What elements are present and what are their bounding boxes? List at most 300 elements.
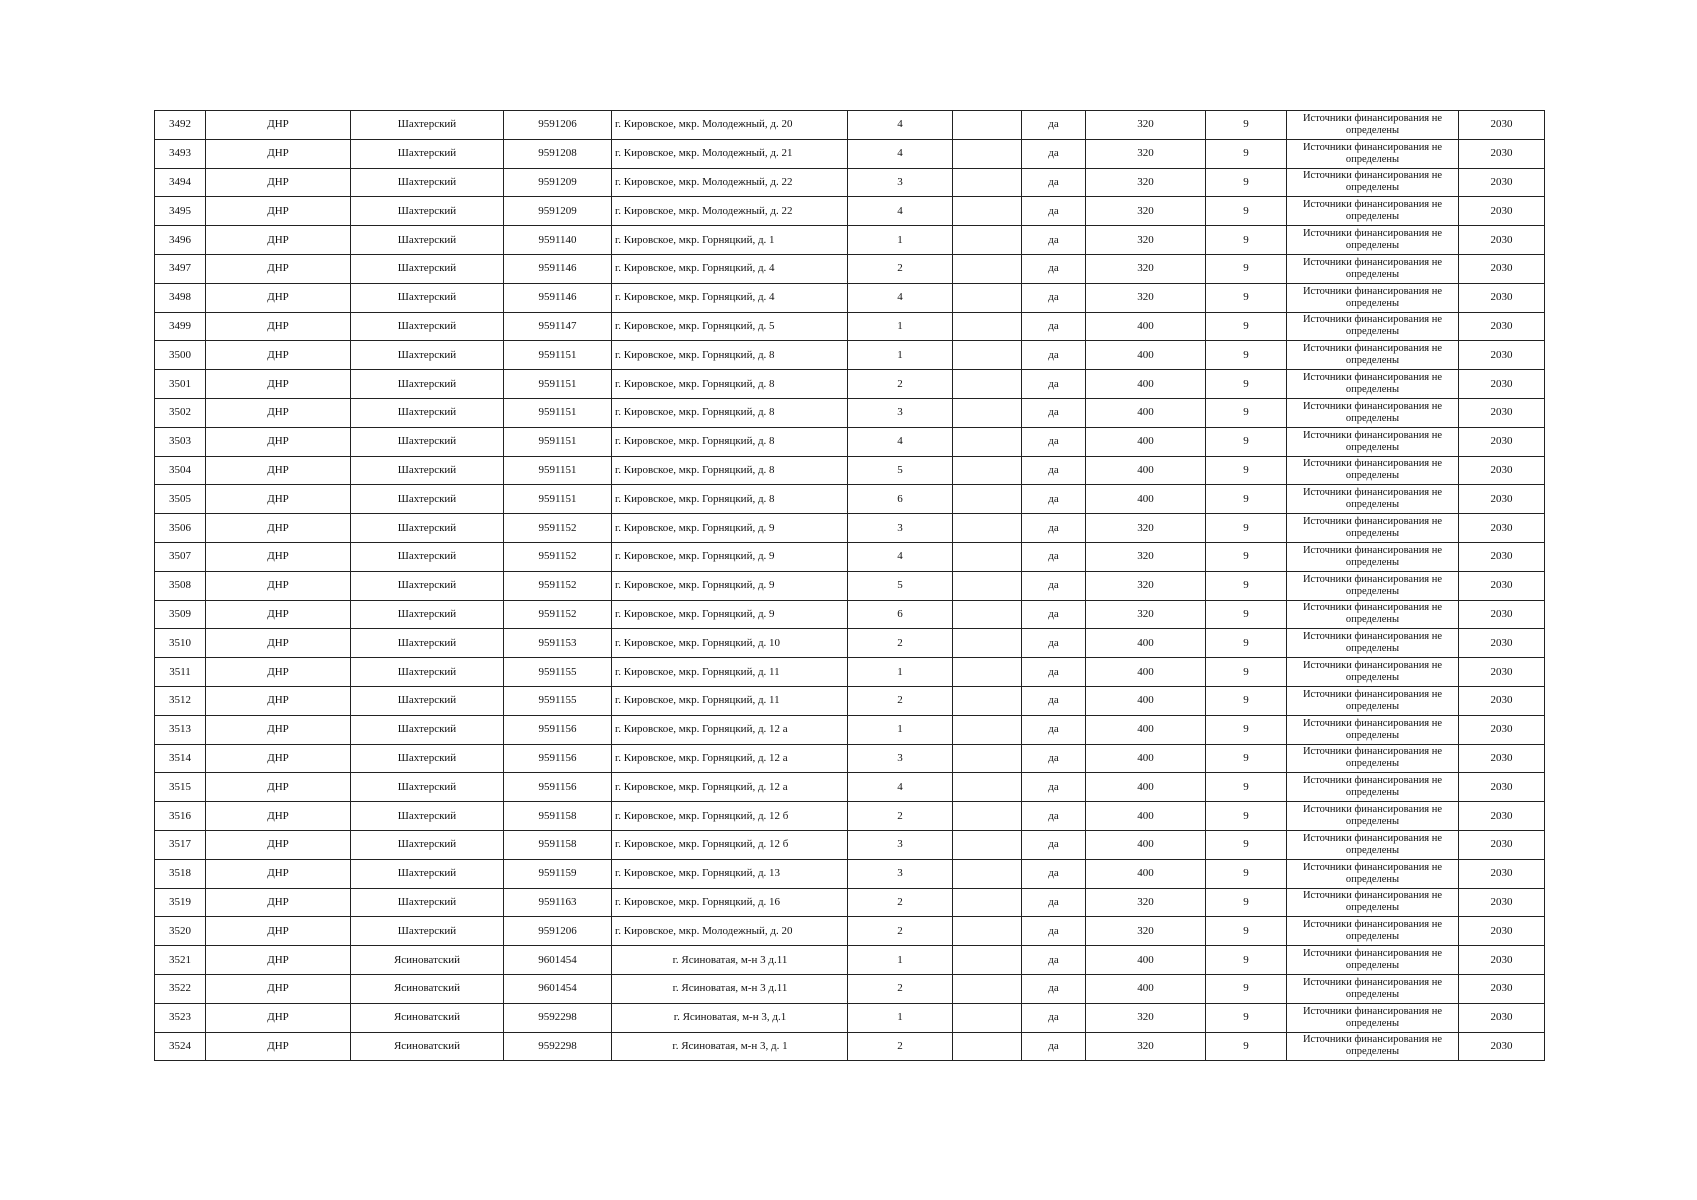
- address-cell: г. Кировское, мкр. Горняцкий, д. 5: [612, 312, 848, 341]
- district-cell: Шахтерский: [351, 283, 504, 312]
- entrance-cell: 3: [848, 859, 953, 888]
- funding-cell: Источники финансирования не определены: [1287, 197, 1459, 226]
- floors-cell: 9: [1206, 398, 1287, 427]
- district-cell: Шахтерский: [351, 111, 504, 140]
- floors-cell: 9: [1206, 111, 1287, 140]
- entrance-cell: 5: [848, 456, 953, 485]
- table-row: [155, 341, 1545, 370]
- flag-cell: да: [1022, 197, 1086, 226]
- volume-cell: 400: [1086, 974, 1206, 1003]
- building-code-cell: 9591152: [504, 542, 612, 571]
- address-cell: г. Кировское, мкр. Горняцкий, д. 16: [612, 888, 848, 917]
- floors-cell: 9: [1206, 168, 1287, 197]
- address-cell: г. Кировское, мкр. Горняцкий, д. 12 б: [612, 830, 848, 859]
- empty-cell: [953, 658, 1022, 687]
- address-cell: г. Кировское, мкр. Горняцкий, д. 8: [612, 370, 848, 399]
- flag-cell: да: [1022, 226, 1086, 255]
- row-number-cell: 3497: [155, 254, 206, 283]
- building-code-cell: 9591147: [504, 312, 612, 341]
- flag-cell: да: [1022, 254, 1086, 283]
- district-cell: Шахтерский: [351, 485, 504, 514]
- floors-cell: 9: [1206, 514, 1287, 543]
- flag-cell: да: [1022, 571, 1086, 600]
- funding-cell: Источники финансирования не определены: [1287, 111, 1459, 140]
- empty-cell: [953, 514, 1022, 543]
- funding-cell: Источники финансирования не определены: [1287, 744, 1459, 773]
- flag-cell: да: [1022, 456, 1086, 485]
- table-row: [155, 1032, 1545, 1061]
- district-cell: Шахтерский: [351, 139, 504, 168]
- flag-cell: да: [1022, 888, 1086, 917]
- address-cell: г. Кировское, мкр. Горняцкий, д. 12 а: [612, 773, 848, 802]
- building-code-cell: 9592298: [504, 1032, 612, 1061]
- volume-cell: 320: [1086, 254, 1206, 283]
- building-code-cell: 9591206: [504, 111, 612, 140]
- empty-cell: [953, 744, 1022, 773]
- floors-cell: 9: [1206, 571, 1287, 600]
- district-cell: Шахтерский: [351, 168, 504, 197]
- building-code-cell: 9591140: [504, 226, 612, 255]
- empty-cell: [953, 456, 1022, 485]
- table-row: [155, 398, 1545, 427]
- funding-cell: Источники финансирования не определены: [1287, 571, 1459, 600]
- floors-cell: 9: [1206, 254, 1287, 283]
- year-cell: 2030: [1459, 427, 1545, 456]
- flag-cell: да: [1022, 1003, 1086, 1032]
- table-row: [155, 542, 1545, 571]
- empty-cell: [953, 283, 1022, 312]
- volume-cell: 320: [1086, 888, 1206, 917]
- region-cell: ДНР: [206, 456, 351, 485]
- volume-cell: 400: [1086, 370, 1206, 399]
- flag-cell: да: [1022, 917, 1086, 946]
- row-number-cell: 3493: [155, 139, 206, 168]
- floors-cell: 9: [1206, 600, 1287, 629]
- address-cell: г. Кировское, мкр. Горняцкий, д. 8: [612, 398, 848, 427]
- flag-cell: да: [1022, 485, 1086, 514]
- district-cell: Шахтерский: [351, 600, 504, 629]
- flag-cell: да: [1022, 427, 1086, 456]
- building-code-cell: 9592298: [504, 1003, 612, 1032]
- row-number-cell: 3501: [155, 370, 206, 399]
- district-cell: Шахтерский: [351, 773, 504, 802]
- year-cell: 2030: [1459, 888, 1545, 917]
- year-cell: 2030: [1459, 859, 1545, 888]
- flag-cell: да: [1022, 629, 1086, 658]
- region-cell: ДНР: [206, 715, 351, 744]
- empty-cell: [953, 629, 1022, 658]
- region-cell: ДНР: [206, 802, 351, 831]
- building-code-cell: 9591153: [504, 629, 612, 658]
- entrance-cell: 2: [848, 1032, 953, 1061]
- table-row: [155, 312, 1545, 341]
- district-cell: Шахтерский: [351, 542, 504, 571]
- building-code-cell: 9591146: [504, 283, 612, 312]
- entrance-cell: 3: [848, 514, 953, 543]
- table-row: [155, 859, 1545, 888]
- floors-cell: 9: [1206, 1032, 1287, 1061]
- floors-cell: 9: [1206, 370, 1287, 399]
- floors-cell: 9: [1206, 974, 1287, 1003]
- row-number-cell: 3495: [155, 197, 206, 226]
- building-code-cell: 9591206: [504, 917, 612, 946]
- year-cell: 2030: [1459, 946, 1545, 975]
- district-cell: Шахтерский: [351, 398, 504, 427]
- floors-cell: 9: [1206, 715, 1287, 744]
- entrance-cell: 2: [848, 974, 953, 1003]
- table-row: [155, 139, 1545, 168]
- floors-cell: 9: [1206, 686, 1287, 715]
- floors-cell: 9: [1206, 341, 1287, 370]
- building-code-cell: 9591146: [504, 254, 612, 283]
- empty-cell: [953, 830, 1022, 859]
- region-cell: ДНР: [206, 111, 351, 140]
- volume-cell: 400: [1086, 715, 1206, 744]
- region-cell: ДНР: [206, 283, 351, 312]
- building-code-cell: 9591156: [504, 715, 612, 744]
- floors-cell: 9: [1206, 658, 1287, 687]
- region-cell: ДНР: [206, 514, 351, 543]
- flag-cell: да: [1022, 370, 1086, 399]
- building-code-cell: 9591156: [504, 773, 612, 802]
- year-cell: 2030: [1459, 1003, 1545, 1032]
- building-code-cell: 9591152: [504, 514, 612, 543]
- flag-cell: да: [1022, 686, 1086, 715]
- entrance-cell: 6: [848, 600, 953, 629]
- entrance-cell: 4: [848, 542, 953, 571]
- empty-cell: [953, 370, 1022, 399]
- row-number-cell: 3510: [155, 629, 206, 658]
- volume-cell: 400: [1086, 686, 1206, 715]
- district-cell: Ясиноватский: [351, 1032, 504, 1061]
- address-cell: г. Кировское, мкр. Горняцкий, д. 9: [612, 571, 848, 600]
- year-cell: 2030: [1459, 139, 1545, 168]
- empty-cell: [953, 802, 1022, 831]
- year-cell: 2030: [1459, 571, 1545, 600]
- row-number-cell: 3499: [155, 312, 206, 341]
- entrance-cell: 4: [848, 773, 953, 802]
- district-cell: Шахтерский: [351, 341, 504, 370]
- row-number-cell: 3514: [155, 744, 206, 773]
- funding-cell: Источники финансирования не определены: [1287, 917, 1459, 946]
- volume-cell: 400: [1086, 312, 1206, 341]
- table-row: [155, 715, 1545, 744]
- empty-cell: [953, 542, 1022, 571]
- region-cell: ДНР: [206, 946, 351, 975]
- region-cell: ДНР: [206, 1003, 351, 1032]
- funding-cell: Источники финансирования не определены: [1287, 398, 1459, 427]
- year-cell: 2030: [1459, 398, 1545, 427]
- year-cell: 2030: [1459, 917, 1545, 946]
- empty-cell: [953, 571, 1022, 600]
- empty-cell: [953, 946, 1022, 975]
- volume-cell: 320: [1086, 514, 1206, 543]
- year-cell: 2030: [1459, 341, 1545, 370]
- volume-cell: 320: [1086, 139, 1206, 168]
- row-number-cell: 3513: [155, 715, 206, 744]
- address-cell: г. Ясиноватая, м-н 3 д.11: [612, 946, 848, 975]
- floors-cell: 9: [1206, 139, 1287, 168]
- address-cell: г. Кировское, мкр. Горняцкий, д. 8: [612, 456, 848, 485]
- year-cell: 2030: [1459, 111, 1545, 140]
- district-cell: Ясиноватский: [351, 974, 504, 1003]
- region-cell: ДНР: [206, 629, 351, 658]
- table-row: [155, 571, 1545, 600]
- empty-cell: [953, 888, 1022, 917]
- entrance-cell: 5: [848, 571, 953, 600]
- entrance-cell: 4: [848, 427, 953, 456]
- floors-cell: 9: [1206, 859, 1287, 888]
- table-body: [155, 111, 1545, 1061]
- district-cell: Шахтерский: [351, 456, 504, 485]
- region-cell: ДНР: [206, 341, 351, 370]
- funding-cell: Источники финансирования не определены: [1287, 715, 1459, 744]
- volume-cell: 320: [1086, 571, 1206, 600]
- region-cell: ДНР: [206, 254, 351, 283]
- flag-cell: да: [1022, 715, 1086, 744]
- funding-cell: Источники финансирования не определены: [1287, 514, 1459, 543]
- building-code-cell: 9591156: [504, 744, 612, 773]
- building-code-cell: 9601454: [504, 946, 612, 975]
- row-number-cell: 3492: [155, 111, 206, 140]
- district-cell: Шахтерский: [351, 715, 504, 744]
- floors-cell: 9: [1206, 946, 1287, 975]
- entrance-cell: 4: [848, 111, 953, 140]
- year-cell: 2030: [1459, 254, 1545, 283]
- entrance-cell: 1: [848, 715, 953, 744]
- region-cell: ДНР: [206, 830, 351, 859]
- entrance-cell: 2: [848, 686, 953, 715]
- entrance-cell: 1: [848, 658, 953, 687]
- building-code-cell: 9601454: [504, 974, 612, 1003]
- row-number-cell: 3506: [155, 514, 206, 543]
- address-cell: г. Кировское, мкр. Молодежный, д. 22: [612, 197, 848, 226]
- volume-cell: 400: [1086, 658, 1206, 687]
- floors-cell: 9: [1206, 888, 1287, 917]
- year-cell: 2030: [1459, 715, 1545, 744]
- row-number-cell: 3509: [155, 600, 206, 629]
- empty-cell: [953, 168, 1022, 197]
- funding-cell: Источники финансирования не определены: [1287, 946, 1459, 975]
- entrance-cell: 2: [848, 888, 953, 917]
- table-row: [155, 254, 1545, 283]
- funding-cell: Источники финансирования не определены: [1287, 370, 1459, 399]
- data-table: [154, 110, 1545, 1061]
- entrance-cell: 1: [848, 1003, 953, 1032]
- volume-cell: 320: [1086, 226, 1206, 255]
- empty-cell: [953, 139, 1022, 168]
- volume-cell: 320: [1086, 197, 1206, 226]
- funding-cell: Источники финансирования не определены: [1287, 600, 1459, 629]
- address-cell: г. Кировское, мкр. Горняцкий, д. 10: [612, 629, 848, 658]
- entrance-cell: 1: [848, 312, 953, 341]
- floors-cell: 9: [1206, 1003, 1287, 1032]
- address-cell: г. Ясиноватая, м-н 3 д.11: [612, 974, 848, 1003]
- table-row: [155, 629, 1545, 658]
- row-number-cell: 3511: [155, 658, 206, 687]
- building-code-cell: 9591158: [504, 830, 612, 859]
- row-number-cell: 3504: [155, 456, 206, 485]
- entrance-cell: 6: [848, 485, 953, 514]
- flag-cell: да: [1022, 514, 1086, 543]
- table-row: [155, 802, 1545, 831]
- district-cell: Шахтерский: [351, 830, 504, 859]
- flag-cell: да: [1022, 773, 1086, 802]
- year-cell: 2030: [1459, 600, 1545, 629]
- region-cell: ДНР: [206, 686, 351, 715]
- flag-cell: да: [1022, 111, 1086, 140]
- table-row: [155, 456, 1545, 485]
- row-number-cell: 3512: [155, 686, 206, 715]
- floors-cell: 9: [1206, 802, 1287, 831]
- row-number-cell: 3505: [155, 485, 206, 514]
- district-cell: Ясиноватский: [351, 1003, 504, 1032]
- floors-cell: 9: [1206, 773, 1287, 802]
- volume-cell: 400: [1086, 802, 1206, 831]
- flag-cell: да: [1022, 1032, 1086, 1061]
- funding-cell: Источники финансирования не определены: [1287, 341, 1459, 370]
- building-code-cell: 9591163: [504, 888, 612, 917]
- funding-cell: Источники финансирования не определены: [1287, 139, 1459, 168]
- region-cell: ДНР: [206, 398, 351, 427]
- address-cell: г. Кировское, мкр. Горняцкий, д. 12 а: [612, 715, 848, 744]
- entrance-cell: 2: [848, 254, 953, 283]
- year-cell: 2030: [1459, 773, 1545, 802]
- row-number-cell: 3522: [155, 974, 206, 1003]
- address-cell: г. Кировское, мкр. Горняцкий, д. 9: [612, 600, 848, 629]
- funding-cell: Источники финансирования не определены: [1287, 686, 1459, 715]
- address-cell: г. Ясиноватая, м-н 3, д. 1: [612, 1032, 848, 1061]
- row-number-cell: 3518: [155, 859, 206, 888]
- volume-cell: 400: [1086, 830, 1206, 859]
- volume-cell: 320: [1086, 111, 1206, 140]
- entrance-cell: 4: [848, 197, 953, 226]
- floors-cell: 9: [1206, 542, 1287, 571]
- volume-cell: 400: [1086, 341, 1206, 370]
- district-cell: Шахтерский: [351, 197, 504, 226]
- empty-cell: [953, 974, 1022, 1003]
- table-row: [155, 600, 1545, 629]
- region-cell: ДНР: [206, 859, 351, 888]
- region-cell: ДНР: [206, 542, 351, 571]
- row-number-cell: 3502: [155, 398, 206, 427]
- district-cell: Шахтерский: [351, 254, 504, 283]
- flag-cell: да: [1022, 744, 1086, 773]
- funding-cell: Источники финансирования не определены: [1287, 1003, 1459, 1032]
- empty-cell: [953, 859, 1022, 888]
- district-cell: Шахтерский: [351, 312, 504, 341]
- floors-cell: 9: [1206, 830, 1287, 859]
- building-code-cell: 9591158: [504, 802, 612, 831]
- empty-cell: [953, 485, 1022, 514]
- row-number-cell: 3507: [155, 542, 206, 571]
- flag-cell: да: [1022, 139, 1086, 168]
- table-row: [155, 658, 1545, 687]
- table-row: [155, 917, 1545, 946]
- empty-cell: [953, 1032, 1022, 1061]
- volume-cell: 320: [1086, 542, 1206, 571]
- flag-cell: да: [1022, 658, 1086, 687]
- flag-cell: да: [1022, 168, 1086, 197]
- address-cell: г. Кировское, мкр. Горняцкий, д. 4: [612, 283, 848, 312]
- empty-cell: [953, 427, 1022, 456]
- district-cell: Шахтерский: [351, 888, 504, 917]
- entrance-cell: 3: [848, 168, 953, 197]
- empty-cell: [953, 773, 1022, 802]
- address-cell: г. Кировское, мкр. Горняцкий, д. 13: [612, 859, 848, 888]
- building-code-cell: 9591155: [504, 658, 612, 687]
- table-row: [155, 744, 1545, 773]
- funding-cell: Источники финансирования не определены: [1287, 254, 1459, 283]
- year-cell: 2030: [1459, 485, 1545, 514]
- floors-cell: 9: [1206, 226, 1287, 255]
- row-number-cell: 3508: [155, 571, 206, 600]
- region-cell: ДНР: [206, 974, 351, 1003]
- empty-cell: [953, 341, 1022, 370]
- year-cell: 2030: [1459, 542, 1545, 571]
- volume-cell: 400: [1086, 456, 1206, 485]
- flag-cell: да: [1022, 398, 1086, 427]
- address-cell: г. Кировское, мкр. Горняцкий, д. 12 а: [612, 744, 848, 773]
- row-number-cell: 3515: [155, 773, 206, 802]
- entrance-cell: 1: [848, 946, 953, 975]
- building-code-cell: 9591152: [504, 600, 612, 629]
- district-cell: Ясиноватский: [351, 946, 504, 975]
- volume-cell: 400: [1086, 398, 1206, 427]
- address-cell: г. Кировское, мкр. Горняцкий, д. 11: [612, 686, 848, 715]
- year-cell: 2030: [1459, 686, 1545, 715]
- address-cell: г. Кировское, мкр. Горняцкий, д. 12 б: [612, 802, 848, 831]
- floors-cell: 9: [1206, 312, 1287, 341]
- year-cell: 2030: [1459, 744, 1545, 773]
- table-row: [155, 370, 1545, 399]
- building-code-cell: 9591151: [504, 398, 612, 427]
- volume-cell: 320: [1086, 917, 1206, 946]
- address-cell: г. Кировское, мкр. Молодежный, д. 20: [612, 917, 848, 946]
- floors-cell: 9: [1206, 917, 1287, 946]
- row-number-cell: 3521: [155, 946, 206, 975]
- empty-cell: [953, 197, 1022, 226]
- address-cell: г. Кировское, мкр. Молодежный, д. 20: [612, 111, 848, 140]
- table-row: [155, 168, 1545, 197]
- empty-cell: [953, 226, 1022, 255]
- empty-cell: [953, 398, 1022, 427]
- table-row: [155, 974, 1545, 1003]
- building-code-cell: 9591209: [504, 197, 612, 226]
- year-cell: 2030: [1459, 802, 1545, 831]
- volume-cell: 400: [1086, 629, 1206, 658]
- entrance-cell: 1: [848, 226, 953, 255]
- row-number-cell: 3517: [155, 830, 206, 859]
- flag-cell: да: [1022, 802, 1086, 831]
- empty-cell: [953, 686, 1022, 715]
- address-cell: г. Кировское, мкр. Горняцкий, д. 9: [612, 542, 848, 571]
- volume-cell: 320: [1086, 1032, 1206, 1061]
- volume-cell: 400: [1086, 773, 1206, 802]
- row-number-cell: 3523: [155, 1003, 206, 1032]
- entrance-cell: 2: [848, 917, 953, 946]
- region-cell: ДНР: [206, 1032, 351, 1061]
- address-cell: г. Кировское, мкр. Горняцкий, д. 8: [612, 485, 848, 514]
- entrance-cell: 3: [848, 398, 953, 427]
- empty-cell: [953, 715, 1022, 744]
- building-code-cell: 9591155: [504, 686, 612, 715]
- table-row: [155, 283, 1545, 312]
- building-code-cell: 9591151: [504, 456, 612, 485]
- address-cell: г. Кировское, мкр. Горняцкий, д. 8: [612, 427, 848, 456]
- empty-cell: [953, 1003, 1022, 1032]
- district-cell: Шахтерский: [351, 226, 504, 255]
